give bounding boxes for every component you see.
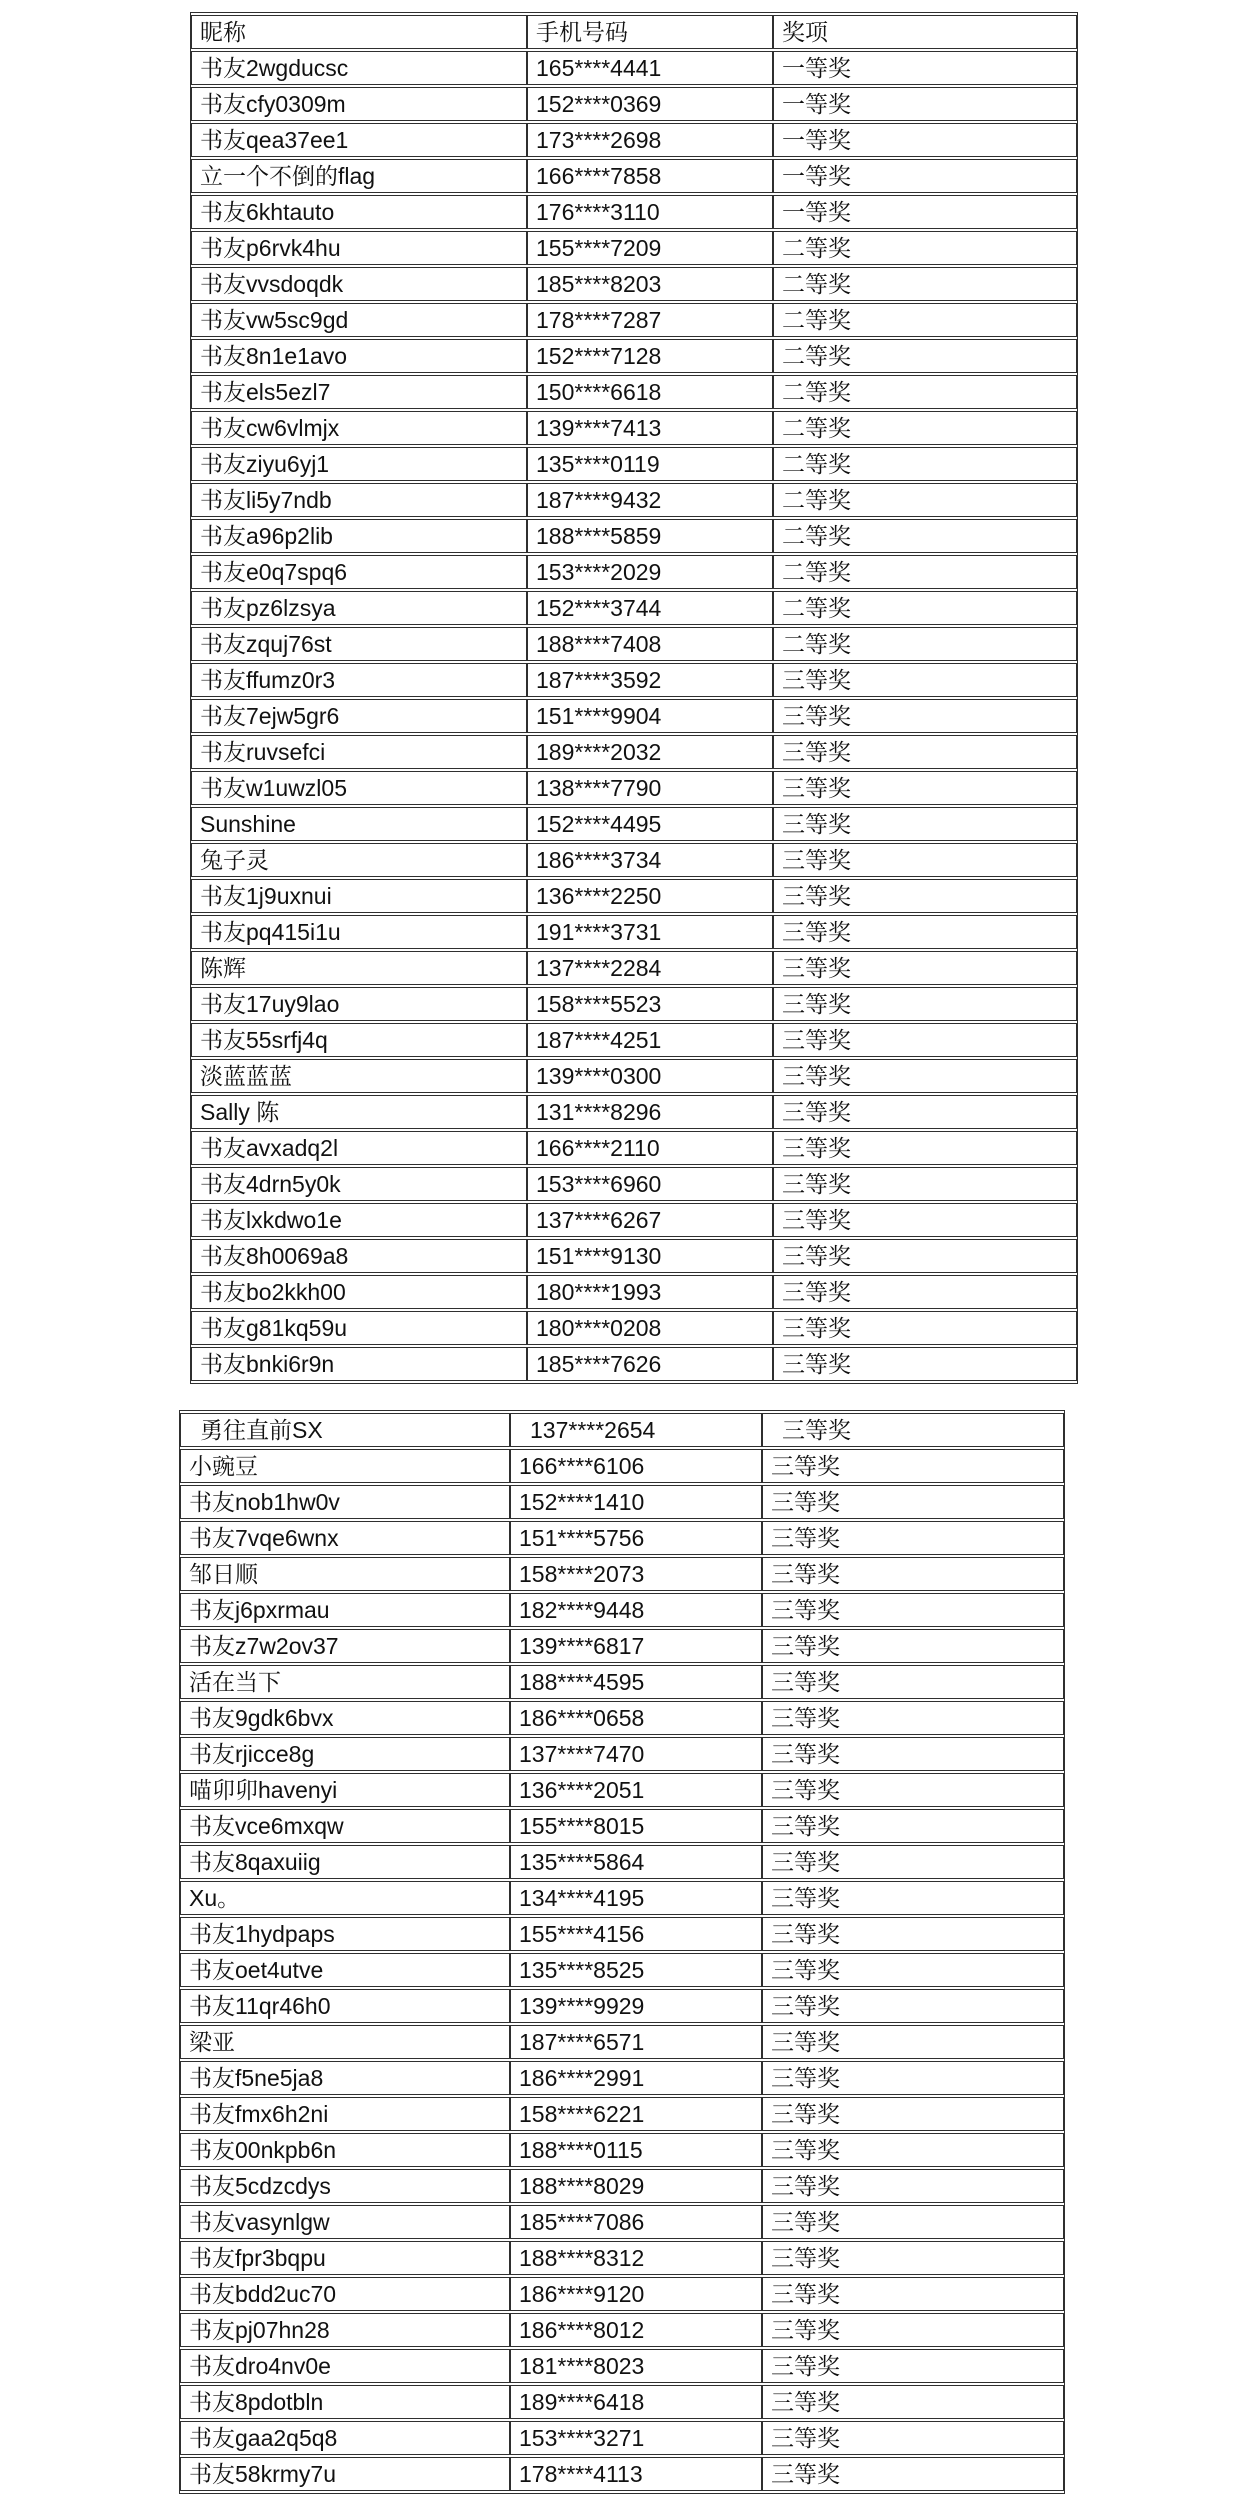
- nickname-cell: 书友cw6vlmjx: [191, 411, 527, 445]
- prize-cell: 三等奖: [762, 1593, 1064, 1627]
- nickname-cell: 书友f5ne5ja8: [180, 2061, 510, 2095]
- nickname-cell: 书友7ejw5gr6: [191, 699, 527, 733]
- header-row: [191, 15, 1077, 49]
- prize-cell: 三等奖: [762, 1557, 1064, 1591]
- table-row: [180, 2241, 1064, 2275]
- table-row: [191, 879, 1077, 913]
- nickname-cell: 书友vw5sc9gd: [191, 303, 527, 337]
- nickname-cell: 书友j6pxrmau: [180, 1593, 510, 1627]
- table-row: [180, 1701, 1064, 1735]
- nickname-cell: 书友p6rvk4hu: [191, 231, 527, 265]
- phone-cell: 139****9929: [510, 1989, 762, 2023]
- table-row: [191, 555, 1077, 589]
- prize-cell: 三等奖: [762, 1809, 1064, 1843]
- prize-cell: 三等奖: [762, 1485, 1064, 1519]
- prize-cell: 二等奖: [773, 303, 1077, 337]
- phone-cell: 191****3731: [527, 915, 773, 949]
- nickname-cell: 书友2wgducsc: [191, 51, 527, 85]
- prize-cell: 二等奖: [773, 519, 1077, 553]
- phone-cell: 178****4113: [510, 2457, 762, 2491]
- prize-cell: 三等奖: [773, 879, 1077, 913]
- nickname-cell: 书友nob1hw0v: [180, 1485, 510, 1519]
- nickname-cell: 书友ffumz0r3: [191, 663, 527, 697]
- nickname-cell: 书友gaa2q5q8: [180, 2421, 510, 2455]
- phone-cell: 186****0658: [510, 1701, 762, 1735]
- table-row: [180, 1989, 1064, 2023]
- table-row: [191, 1203, 1077, 1237]
- prize-cell: 三等奖: [762, 1989, 1064, 2023]
- table-row: [191, 267, 1077, 301]
- phone-cell: 181****8023: [510, 2349, 762, 2383]
- table-row: [191, 1347, 1077, 1381]
- nickname-cell: 兔子灵: [191, 843, 527, 877]
- nickname-cell: 淡蓝蓝蓝: [191, 1059, 527, 1093]
- table-row: [191, 771, 1077, 805]
- table-row: [180, 2025, 1064, 2059]
- prize-cell: 三等奖: [773, 1275, 1077, 1309]
- phone-cell: 173****2698: [527, 123, 773, 157]
- prize-cell: 二等奖: [773, 231, 1077, 265]
- nickname-cell: 书友oet4utve: [180, 1953, 510, 1987]
- prize-cell: 三等奖: [762, 2277, 1064, 2311]
- prize-cell: 三等奖: [762, 1917, 1064, 1951]
- nickname-cell: 书友qea37ee1: [191, 123, 527, 157]
- phone-cell: 134****4195: [510, 1881, 762, 1915]
- table-row: [180, 1449, 1064, 1483]
- prize-cell: 三等奖: [762, 2169, 1064, 2203]
- phone-cell: 139****0300: [527, 1059, 773, 1093]
- nickname-cell: 书友li5y7ndb: [191, 483, 527, 517]
- phone-cell: 135****0119: [527, 447, 773, 481]
- table-row: [180, 2133, 1064, 2167]
- phone-cell: 155****7209: [527, 231, 773, 265]
- prize-cell: 三等奖: [773, 1059, 1077, 1093]
- phone-cell: 131****8296: [527, 1095, 773, 1129]
- phone-cell: 185****8203: [527, 267, 773, 301]
- nickname-cell: 书友lxkdwo1e: [191, 1203, 527, 1237]
- table-row: [191, 123, 1077, 157]
- prize-cell: 一等奖: [773, 159, 1077, 193]
- nickname-cell: 书友pq415i1u: [191, 915, 527, 949]
- phone-cell: 152****3744: [527, 591, 773, 625]
- prize-cell: 三等奖: [773, 1311, 1077, 1345]
- table-row: [180, 1737, 1064, 1771]
- phone-cell: 186****9120: [510, 2277, 762, 2311]
- prize-cell: 二等奖: [773, 483, 1077, 517]
- phone-cell: 188****8029: [510, 2169, 762, 2203]
- phone-cell: 139****7413: [527, 411, 773, 445]
- prize-cell: 一等奖: [773, 123, 1077, 157]
- prize-cell: 三等奖: [762, 2097, 1064, 2131]
- phone-cell: 187****3592: [527, 663, 773, 697]
- nickname-cell: 书友58krmy7u: [180, 2457, 510, 2491]
- phone-cell: 135****8525: [510, 1953, 762, 1987]
- table-row: [191, 1167, 1077, 1201]
- table-row: [191, 375, 1077, 409]
- table-row: [180, 1809, 1064, 1843]
- table-row: [191, 663, 1077, 697]
- prize-cell: 二等奖: [773, 411, 1077, 445]
- table-row: [180, 2421, 1064, 2455]
- phone-cell: 137****2654: [510, 1413, 762, 1447]
- nickname-cell: 书友4drn5y0k: [191, 1167, 527, 1201]
- prize-cell: 三等奖: [762, 2205, 1064, 2239]
- phone-cell: 186****2991: [510, 2061, 762, 2095]
- nickname-cell: 书友bnki6r9n: [191, 1347, 527, 1381]
- nickname-cell: 书友8pdotbln: [180, 2385, 510, 2419]
- prize-cell: 二等奖: [773, 267, 1077, 301]
- nickname-cell: 立一个不倒的flag: [191, 159, 527, 193]
- phone-cell: 189****6418: [510, 2385, 762, 2419]
- table-row: [191, 627, 1077, 661]
- phone-cell: 187****4251: [527, 1023, 773, 1057]
- table-row: [191, 1311, 1077, 1345]
- phone-cell: 152****7128: [527, 339, 773, 373]
- phone-cell: 137****7470: [510, 1737, 762, 1771]
- prize-cell: 三等奖: [773, 915, 1077, 949]
- prize-cell: 三等奖: [762, 2349, 1064, 2383]
- winners-table-2: [179, 1410, 1065, 2494]
- table-row: [180, 1773, 1064, 1807]
- nickname-cell: Sally 陈: [191, 1095, 527, 1129]
- prize-cell: 三等奖: [762, 2133, 1064, 2167]
- nickname-cell: 书友bdd2uc70: [180, 2277, 510, 2311]
- table-row: [180, 2097, 1064, 2131]
- table-row: [180, 2313, 1064, 2347]
- prize-cell: 三等奖: [762, 2061, 1064, 2095]
- prize-cell: 三等奖: [773, 1239, 1077, 1273]
- nickname-cell: 陈辉: [191, 951, 527, 985]
- phone-cell: 151****9904: [527, 699, 773, 733]
- prize-cell: 三等奖: [773, 1131, 1077, 1165]
- phone-cell: 150****6618: [527, 375, 773, 409]
- nickname-cell: 书友fpr3bqpu: [180, 2241, 510, 2275]
- table-row: [191, 447, 1077, 481]
- nickname-cell: 书友8h0069a8: [191, 1239, 527, 1273]
- nickname-cell: 书友1j9uxnui: [191, 879, 527, 913]
- table-row: [180, 2457, 1064, 2491]
- prize-cell: 三等奖: [773, 807, 1077, 841]
- table-row: [191, 519, 1077, 553]
- phone-cell: 138****7790: [527, 771, 773, 805]
- table-row: [191, 411, 1077, 445]
- nickname-cell: 勇往直前SX: [180, 1413, 510, 1447]
- phone-cell: 151****5756: [510, 1521, 762, 1555]
- table-row: [191, 807, 1077, 841]
- table-row: [180, 1521, 1064, 1555]
- nickname-cell: 书友ziyu6yj1: [191, 447, 527, 481]
- prize-cell: 二等奖: [773, 591, 1077, 625]
- table-row: [191, 303, 1077, 337]
- table-row: [191, 1239, 1077, 1273]
- nickname-cell: 书友bo2kkh00: [191, 1275, 527, 1309]
- nickname-cell: 小豌豆: [180, 1449, 510, 1483]
- winners-table-section-2: [179, 1410, 1065, 2494]
- table-row: [191, 735, 1077, 769]
- phone-cell: 185****7626: [527, 1347, 773, 1381]
- column-header-phone: 手机号码: [527, 15, 773, 49]
- prize-cell: 三等奖: [762, 1701, 1064, 1735]
- table-row: [191, 87, 1077, 121]
- prize-cell: 三等奖: [773, 699, 1077, 733]
- prize-cell: 三等奖: [762, 2457, 1064, 2491]
- table-row: [180, 1485, 1064, 1519]
- phone-cell: 186****8012: [510, 2313, 762, 2347]
- phone-cell: 137****2284: [527, 951, 773, 985]
- nickname-cell: 书友7vqe6wnx: [180, 1521, 510, 1555]
- nickname-cell: 书友55srfj4q: [191, 1023, 527, 1057]
- nickname-cell: 书友6khtauto: [191, 195, 527, 229]
- prize-cell: 三等奖: [762, 1881, 1064, 1915]
- phone-cell: 158****5523: [527, 987, 773, 1021]
- table-row: [191, 339, 1077, 373]
- table-row: [180, 2205, 1064, 2239]
- nickname-cell: Sunshine: [191, 807, 527, 841]
- nickname-cell: 书友z7w2ov37: [180, 1629, 510, 1663]
- prize-cell: 三等奖: [762, 1737, 1064, 1771]
- phone-cell: 153****2029: [527, 555, 773, 589]
- phone-cell: 189****2032: [527, 735, 773, 769]
- phone-cell: 155****4156: [510, 1917, 762, 1951]
- prize-cell: 三等奖: [762, 2025, 1064, 2059]
- table-row: [180, 2349, 1064, 2383]
- prize-cell: 一等奖: [773, 87, 1077, 121]
- phone-cell: 158****6221: [510, 2097, 762, 2131]
- phone-cell: 180****0208: [527, 1311, 773, 1345]
- prize-cell: 三等奖: [762, 1665, 1064, 1699]
- phone-cell: 188****8312: [510, 2241, 762, 2275]
- phone-cell: 152****0369: [527, 87, 773, 121]
- table-row: [191, 843, 1077, 877]
- phone-cell: 188****0115: [510, 2133, 762, 2167]
- table-row: [180, 1557, 1064, 1591]
- phone-cell: 152****1410: [510, 1485, 762, 1519]
- phone-cell: 139****6817: [510, 1629, 762, 1663]
- table-row: [180, 2277, 1064, 2311]
- prize-cell: 三等奖: [762, 1773, 1064, 1807]
- nickname-cell: 书友vce6mxqw: [180, 1809, 510, 1843]
- nickname-cell: 书友dro4nv0e: [180, 2349, 510, 2383]
- phone-cell: 155****8015: [510, 1809, 762, 1843]
- phone-cell: 152****4495: [527, 807, 773, 841]
- phone-cell: 176****3110: [527, 195, 773, 229]
- phone-cell: 188****7408: [527, 627, 773, 661]
- table-row: [191, 1023, 1077, 1057]
- phone-cell: 166****6106: [510, 1449, 762, 1483]
- nickname-cell: 书友g81kq59u: [191, 1311, 527, 1345]
- nickname-cell: 书友8qaxuiig: [180, 1845, 510, 1879]
- nickname-cell: 书友1hydpaps: [180, 1917, 510, 1951]
- table-row: [191, 1131, 1077, 1165]
- table-row: [180, 2169, 1064, 2203]
- prize-cell: 二等奖: [773, 555, 1077, 589]
- table-row: [191, 987, 1077, 1021]
- phone-cell: 186****3734: [527, 843, 773, 877]
- phone-cell: 136****2250: [527, 879, 773, 913]
- prize-cell: 三等奖: [762, 1845, 1064, 1879]
- nickname-cell: 书友avxadq2l: [191, 1131, 527, 1165]
- phone-cell: 136****2051: [510, 1773, 762, 1807]
- phone-cell: 166****7858: [527, 159, 773, 193]
- table-row: [191, 159, 1077, 193]
- prize-cell: 三等奖: [773, 1203, 1077, 1237]
- phone-cell: 185****7086: [510, 2205, 762, 2239]
- prize-cell: 三等奖: [773, 1167, 1077, 1201]
- nickname-cell: 书友8n1e1avo: [191, 339, 527, 373]
- prize-cell: 三等奖: [773, 951, 1077, 985]
- prize-cell: 三等奖: [773, 843, 1077, 877]
- phone-cell: 187****6571: [510, 2025, 762, 2059]
- nickname-cell: 书友fmx6h2ni: [180, 2097, 510, 2131]
- table-row: [191, 195, 1077, 229]
- prize-cell: 三等奖: [762, 2421, 1064, 2455]
- table-row: [180, 1413, 1064, 1447]
- prize-cell: 三等奖: [762, 1449, 1064, 1483]
- nickname-cell: 书友00nkpb6n: [180, 2133, 510, 2167]
- prize-cell: 三等奖: [773, 1347, 1077, 1381]
- column-header-nickname: 昵称: [191, 15, 527, 49]
- nickname-cell: 邹日顺: [180, 1557, 510, 1591]
- table-row: [180, 1845, 1064, 1879]
- winners-table-section-1: [190, 12, 1078, 1384]
- prize-cell: 二等奖: [773, 447, 1077, 481]
- table-row: [191, 483, 1077, 517]
- phone-cell: 135****5864: [510, 1845, 762, 1879]
- prize-cell: 三等奖: [762, 2241, 1064, 2275]
- nickname-cell: Xu。: [180, 1881, 510, 1915]
- nickname-cell: 书友zquj76st: [191, 627, 527, 661]
- table-row: [191, 1095, 1077, 1129]
- prize-cell: 三等奖: [762, 1413, 1064, 1447]
- nickname-cell: 梁亚: [180, 2025, 510, 2059]
- nickname-cell: 书友cfy0309m: [191, 87, 527, 121]
- prize-cell: 一等奖: [773, 195, 1077, 229]
- nickname-cell: 活在当下: [180, 1665, 510, 1699]
- table-row: [180, 1953, 1064, 1987]
- table-row: [191, 915, 1077, 949]
- phone-cell: 137****6267: [527, 1203, 773, 1237]
- phone-cell: 188****5859: [527, 519, 773, 553]
- prize-cell: 三等奖: [773, 663, 1077, 697]
- phone-cell: 166****2110: [527, 1131, 773, 1165]
- nickname-cell: 书友vvsdoqdk: [191, 267, 527, 301]
- phone-cell: 165****4441: [527, 51, 773, 85]
- prize-cell: 二等奖: [773, 339, 1077, 373]
- prize-cell: 三等奖: [773, 771, 1077, 805]
- phone-cell: 153****3271: [510, 2421, 762, 2455]
- table-row: [191, 1275, 1077, 1309]
- table-row: [191, 231, 1077, 265]
- prize-cell: 三等奖: [773, 1023, 1077, 1057]
- phone-cell: 187****9432: [527, 483, 773, 517]
- table-row: [191, 591, 1077, 625]
- nickname-cell: 喵卯卯havenyi: [180, 1773, 510, 1807]
- phone-cell: 182****9448: [510, 1593, 762, 1627]
- prize-cell: 一等奖: [773, 51, 1077, 85]
- prize-cell: 三等奖: [762, 1521, 1064, 1555]
- prize-cell: 三等奖: [762, 1953, 1064, 1987]
- nickname-cell: 书友17uy9lao: [191, 987, 527, 1021]
- prize-cell: 二等奖: [773, 627, 1077, 661]
- winners-table-1: [190, 12, 1078, 1384]
- phone-cell: 153****6960: [527, 1167, 773, 1201]
- nickname-cell: 书友els5ezl7: [191, 375, 527, 409]
- nickname-cell: 书友rjicce8g: [180, 1737, 510, 1771]
- nickname-cell: 书友9gdk6bvx: [180, 1701, 510, 1735]
- prize-cell: 三等奖: [773, 987, 1077, 1021]
- phone-cell: 158****2073: [510, 1557, 762, 1591]
- table-row: [191, 1059, 1077, 1093]
- table-row: [180, 2385, 1064, 2419]
- nickname-cell: 书友vasynlgw: [180, 2205, 510, 2239]
- phone-cell: 188****4595: [510, 1665, 762, 1699]
- table-row: [180, 2061, 1064, 2095]
- column-header-prize: 奖项: [773, 15, 1077, 49]
- nickname-cell: 书友11qr46h0: [180, 1989, 510, 2023]
- phone-cell: 178****7287: [527, 303, 773, 337]
- table-row: [180, 1881, 1064, 1915]
- prize-cell: 三等奖: [773, 735, 1077, 769]
- prize-cell: 三等奖: [762, 1629, 1064, 1663]
- table-row: [191, 951, 1077, 985]
- nickname-cell: 书友ruvsefci: [191, 735, 527, 769]
- nickname-cell: 书友e0q7spq6: [191, 555, 527, 589]
- table-row: [191, 699, 1077, 733]
- prize-cell: 三等奖: [773, 1095, 1077, 1129]
- prize-cell: 三等奖: [762, 2385, 1064, 2419]
- prize-cell: 三等奖: [762, 2313, 1064, 2347]
- table-row: [180, 1917, 1064, 1951]
- table-row: [191, 51, 1077, 85]
- nickname-cell: 书友pz6lzsya: [191, 591, 527, 625]
- table-row: [180, 1593, 1064, 1627]
- nickname-cell: 书友a96p2lib: [191, 519, 527, 553]
- table-row: [180, 1629, 1064, 1663]
- nickname-cell: 书友5cdzcdys: [180, 2169, 510, 2203]
- nickname-cell: 书友w1uwzl05: [191, 771, 527, 805]
- prize-cell: 二等奖: [773, 375, 1077, 409]
- phone-cell: 151****9130: [527, 1239, 773, 1273]
- nickname-cell: 书友pj07hn28: [180, 2313, 510, 2347]
- table-row: [180, 1665, 1064, 1699]
- phone-cell: 180****1993: [527, 1275, 773, 1309]
